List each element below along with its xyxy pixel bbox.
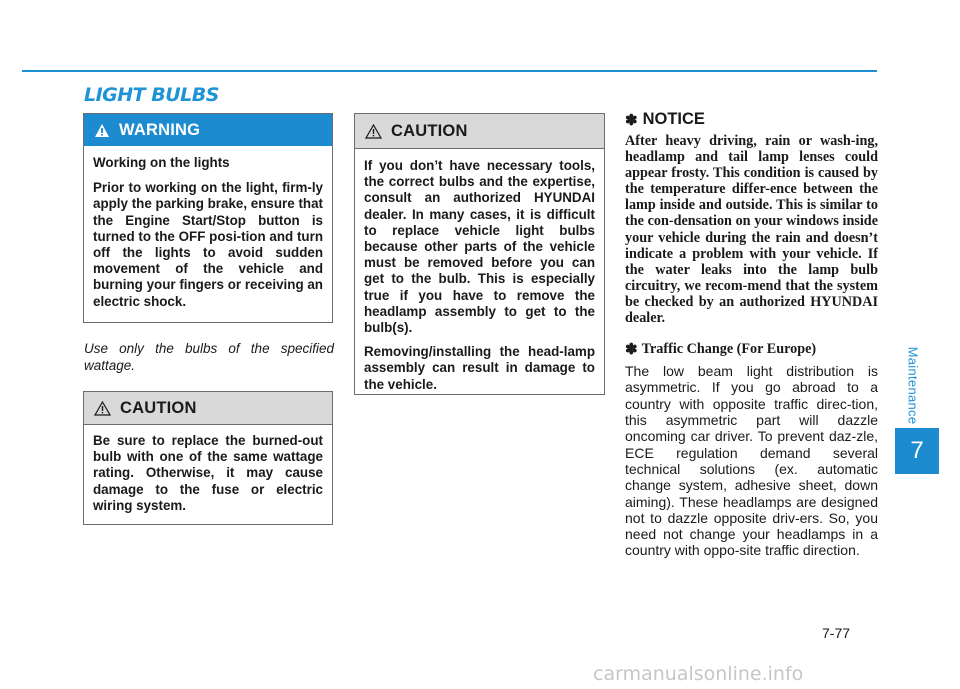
warning-text: Prior to working on the light, firm-ly apply the parking brake, ensure that the Engine Start/Stop button is turned to the OFF posi-tion and turn off the lights to avoid sudden movement of the vehicle and burning your fingers or receiving an electric shock.	[93, 180, 323, 309]
caution-text-mid-2: Removing/installing the head-lamp assembly can result in damage to the vehicle.	[364, 344, 595, 392]
warning-box	[83, 113, 333, 323]
caution-label-mid: CAUTION	[391, 121, 468, 140]
caution-text-left: Be sure to replace the burned-out bulb with one of the same wattage rating. Otherwise, it may cause damage to the fuse or electric wiring system.	[93, 433, 323, 513]
traffic-change-body: The low beam light distribution is asymmetric. If you go abroad to a country with opposite traffic direc-tion, this asymmetric part will dazzle oncoming car driver. To prevent daz-zle, ECE regulation demand several technical solutions (ex. automatic change system, adhesive sheet, down aiming). These headlamps are designed not to dazzle opposite driv-ers. So, you need not change your headlamps in a country with oppo-site traffic direction.	[625, 363, 878, 559]
notice-star-icon: ✽	[625, 111, 638, 129]
notice-title-text: NOTICE	[642, 110, 705, 128]
traffic-change-title-text: Traffic Change (For Europe)	[641, 341, 817, 358]
caution-box-left	[83, 391, 333, 525]
caution-triangle-icon	[94, 401, 111, 416]
caution-header-mid	[355, 114, 604, 149]
caution-box-mid	[354, 113, 605, 395]
warning-triangle-icon	[94, 123, 110, 138]
page-number: 7-77	[822, 625, 851, 641]
caution-header-left	[84, 392, 332, 425]
sidebar-section-label	[903, 340, 923, 430]
warning-header	[84, 114, 332, 146]
top-rule	[22, 70, 877, 72]
warning-label: WARNING	[119, 120, 201, 139]
caution-body-left	[84, 425, 332, 524]
watermark: carmanualsonline.info	[593, 663, 804, 685]
traffic-change-star-icon: ✽	[625, 342, 638, 359]
notice-body: After heavy driving, rain or wash-ing, headlamp and tail lamp lenses could appear frosty. This condition is caused by the temperature differ-ence between the lamp inside and outside. This is similar to the con-densation on your windows inside your vehicle during the rain and doesn’t indicate a problem with your vehicle. If the water leaks into the lamp bulb circuitry, we recom-mend that the system be checked by an authorized HYUNDAI dealer.	[625, 133, 878, 327]
section-title: LIGHT BULBS	[84, 84, 219, 106]
chapter-tab: 7	[895, 428, 939, 474]
caution-text-mid-1: If you don’t have necessary tools, the correct bulbs and the expertise, consult an authorized HYUNDAI dealer. In many cases, it is difficult to replace vehicle light bulbs because other parts of the vehicle must be removed before you can get to the bulb. This is especially true if you have to remove the headlamp assembly to get to the bulb(s).	[364, 158, 595, 336]
notice-title	[625, 110, 878, 129]
caution-triangle-icon	[365, 124, 382, 139]
traffic-change-title	[625, 340, 878, 359]
caution-body-mid	[355, 149, 604, 403]
notice-section	[625, 110, 878, 559]
bulb-wattage-note: Use only the bulbs of the specified wattage.	[84, 341, 334, 373]
caution-label-left: CAUTION	[120, 398, 197, 417]
warning-body	[84, 146, 332, 320]
warning-heading: Working on the lights	[93, 155, 230, 170]
sidebar-label-text: Maintenance	[905, 346, 921, 424]
